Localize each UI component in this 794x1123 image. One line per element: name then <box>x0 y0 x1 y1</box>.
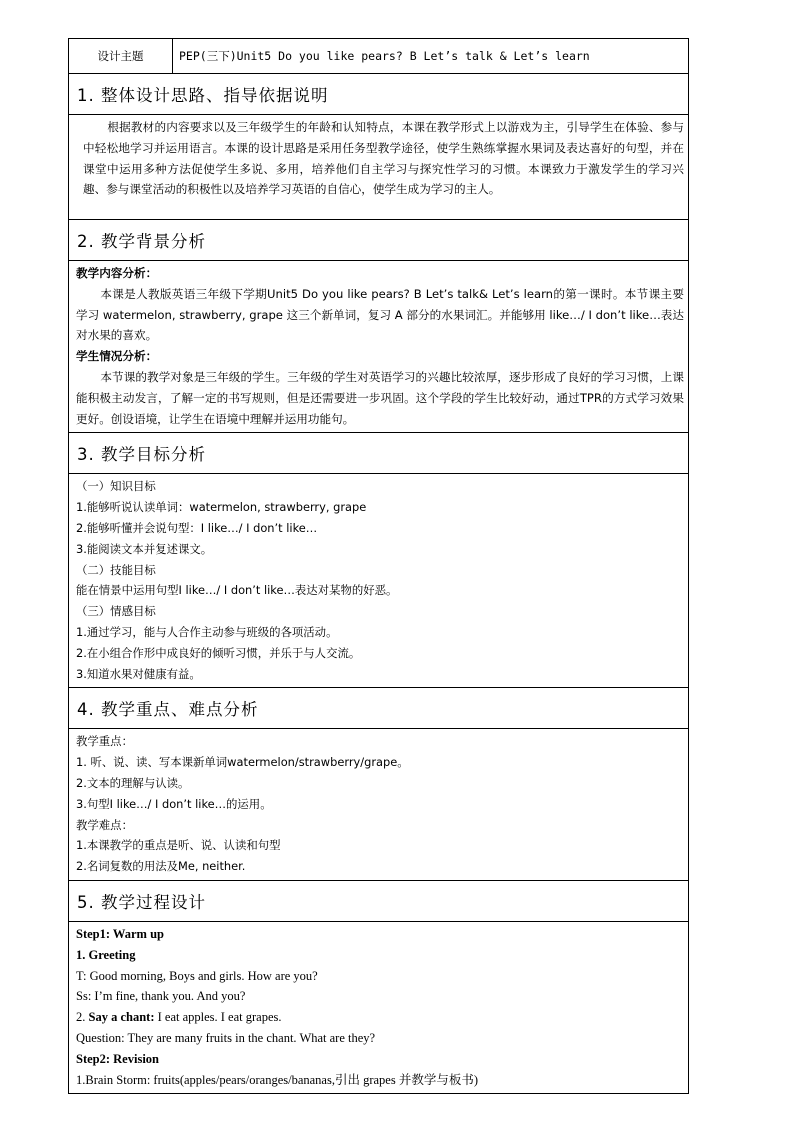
section-3-header <box>69 433 689 474</box>
topic-value: PEP(三下)Unit5 Do you like pears? B Let’s talk & Let’s learn <box>173 39 689 74</box>
objective-line: 2.能够听懂并会说句型：I like…/ I don’t like… <box>76 520 318 535</box>
topic-label: 设计主题 <box>69 39 173 74</box>
section-1-header <box>69 74 689 115</box>
greeting-heading: 1. Greeting <box>76 947 136 962</box>
objective-line: （三）情感目标 <box>76 604 156 619</box>
section-4-header <box>69 688 689 729</box>
content-analysis-heading: 教学内容分析： <box>76 266 158 280</box>
chant-label: Say a chant: <box>88 1010 155 1025</box>
section-4-title: 4. 教学重点、难点分析 <box>69 688 689 729</box>
topic-row <box>69 39 689 74</box>
objective-line: 能在情景中运用句型I like…/ I don’t like…表达对某物的好恶。 <box>76 583 398 598</box>
lesson-plan-document <box>68 38 688 1094</box>
key-point-line: 1.本课教学的重点是听、说、认读和句型 <box>76 838 281 853</box>
brain-storm-line: 1.Brain Storm: fruits(apples/pears/oranges/bananas,引出 grapes 并教学与板书) <box>76 1072 478 1087</box>
section-2-title: 2. 教学背景分析 <box>69 220 689 261</box>
section-5-title: 5. 教学过程设计 <box>69 880 689 921</box>
objective-line: 2.在小组合作形中成良好的倾听习惯，并乐于与人交流。 <box>76 645 361 660</box>
key-point-line: 教学重点： <box>76 734 133 749</box>
section-3-title: 3. 教学目标分析 <box>69 433 689 474</box>
content-analysis-text: 本课是人教版英语三年级下学期Unit5 Do you like pears? B Let’s talk& Let’s learn的第一课时。本节课主要学习 watermelon, strawberry, grape 这三个新单词，复习 A 部分的水果词汇。并能够用 like…/ I don’t like…表达对水果的喜欢。 <box>76 286 684 343</box>
key-point-line: 1. 听、说、读、写本课新单词watermelon/strawberry/grape。 <box>76 755 409 770</box>
objective-line: （一）知识目标 <box>76 479 156 494</box>
key-point-line: 教学难点： <box>76 817 133 832</box>
students-line: Ss: I’m fine, thank you. And you? <box>76 989 246 1004</box>
step1-heading: Step1: Warm up <box>76 926 164 941</box>
objective-line: 1.通过学习，能与人合作主动参与班级的各项活动。 <box>76 624 338 639</box>
objective-line: 3.能阅读文本并复述课文。 <box>76 541 213 556</box>
question-line: Question: They are many fruits in the chant. What are they? <box>76 1030 376 1045</box>
section-1-title: 1. 整体设计思路、指导依据说明 <box>69 74 689 115</box>
objective-line: 3.知道水果对健康有益。 <box>76 666 201 681</box>
section-1-body <box>69 115 689 220</box>
student-analysis-heading: 学生情况分析： <box>76 349 158 364</box>
step2-heading: Step2: Revision <box>76 1051 159 1066</box>
key-point-line: 3.句型I like…/ I don’t like…的运用。 <box>76 796 272 811</box>
section-4-body <box>69 729 689 881</box>
section-5-header <box>69 880 689 921</box>
chant-line <box>76 1007 684 1028</box>
section-2-header <box>69 220 689 261</box>
student-analysis-text: 本节课的教学对象是三年级的学生。三年级的学生对英语学习的兴趣比较浓厚，逐步形成了良好的学习习惯，上课能积极主动发言，了解一定的书写规则，但是还需要进一步巩固。这个学段的学生比较好动，通过TPR的方式学习效果更好。创设语境，让学生在语境中理解并运用功能句。 <box>76 369 684 426</box>
objective-line: （二）技能目标 <box>76 562 156 577</box>
key-point-line: 2.文本的理解与认读。 <box>76 775 190 790</box>
design-idea-paragraph: 根据教材的内容要求以及三年级学生的年龄和认知特点，本课在教学形式上以游戏为主，引导学生在体验、参与中轻松地学习并运用语言。本课的设计思路是采用任务型教学途径，使学生熟练掌握水果词及表达喜好的句型，并在课堂中运用多种方法促使学生多说、多用，培养他们自主学习与探究性学习的习惯。本课致力于激发学生的学习兴趣、参与课堂活动的积极性以及培养学习英语的自信心，使学生成为学习的主人。 <box>83 120 684 197</box>
key-point-line: 2.名词复数的用法及Me, neither. <box>76 859 246 874</box>
section-2-body <box>69 261 689 433</box>
teacher-line: T: Good morning, Boys and girls. How are you? <box>76 968 318 983</box>
section-3-body <box>69 474 689 688</box>
objective-line: 1.能够听说认读单词：watermelon, strawberry, grape <box>76 500 367 515</box>
lesson-plan-table <box>68 38 689 1094</box>
chant-text: I eat apples. I eat grapes. <box>154 1010 282 1025</box>
section-5-body <box>69 921 689 1093</box>
chant-number: 2. <box>76 1010 89 1025</box>
